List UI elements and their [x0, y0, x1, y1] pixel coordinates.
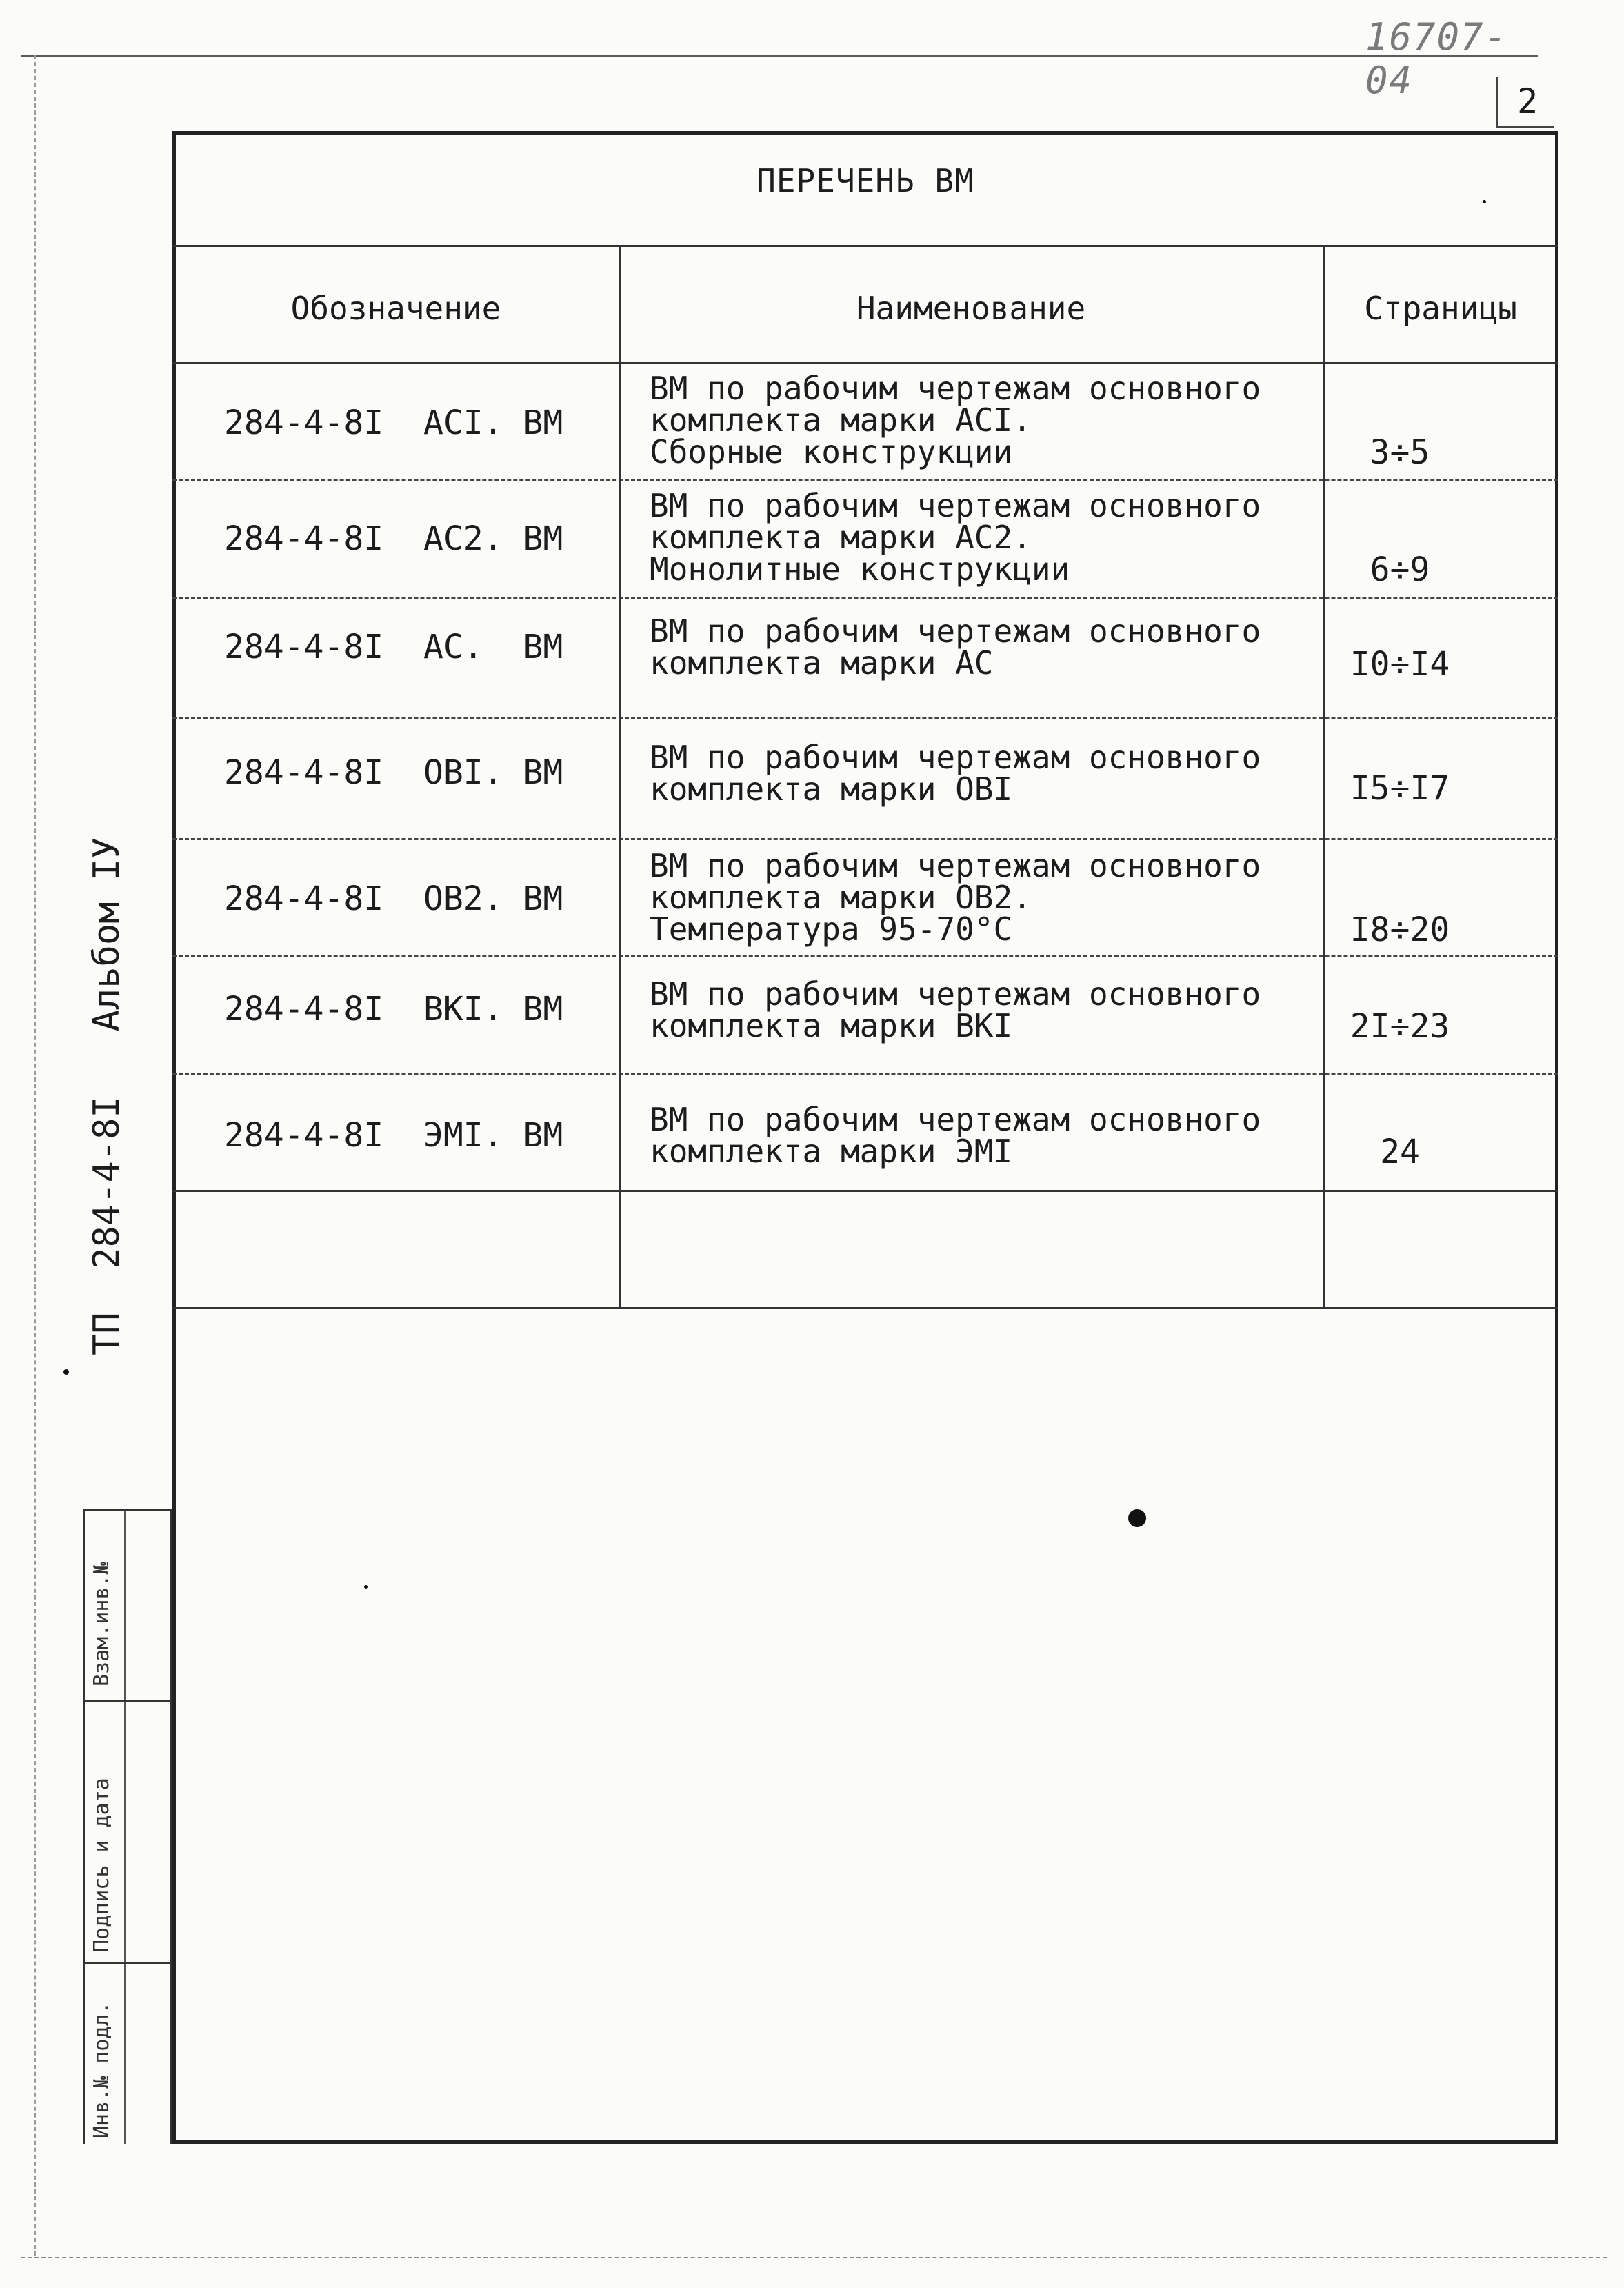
row-name-line: Сборные конструкции: [650, 433, 1013, 470]
row-name: [650, 739, 1325, 808]
sheet-top-border: [21, 55, 1538, 57]
row-separator: [172, 717, 1558, 719]
row-pages: 6÷9: [1370, 550, 1430, 589]
row-name-line: комплекта марки ОВI: [650, 770, 1013, 808]
page-number: 2: [1517, 81, 1538, 121]
row-pages: 2I÷23: [1350, 1007, 1450, 1046]
table-top-line: [172, 245, 1558, 247]
row-designation: 284-4-8I АС. ВМ: [224, 628, 563, 666]
header-name: Наименование: [856, 290, 1086, 327]
archive-number: 16707-04: [1365, 15, 1509, 102]
row-name: [650, 975, 1325, 1044]
row-name-line: Монолитные конструкции: [650, 550, 1070, 588]
stamp-divider: [83, 1509, 172, 1511]
scan-speck: [1128, 1509, 1146, 1527]
row-separator: [172, 1190, 1558, 1192]
row-separator: [172, 479, 1558, 481]
row-designation: 284-4-8I АСI. ВМ: [224, 404, 563, 442]
album-caption: ТП 284-4-8I Альбом IУ: [86, 837, 128, 1355]
row-name-line: ВМ по рабочим чертежам основного: [650, 975, 1261, 1013]
row-name-line: ВМ по рабочим чертежам основного: [650, 739, 1261, 776]
row-name: [650, 1101, 1325, 1170]
stamp-label-replacement-inventory: Взам.инв.№: [90, 1562, 114, 1687]
row-pages: I0÷I4: [1350, 645, 1450, 684]
header-bottom-line: [172, 362, 1558, 364]
row-name-line: комплекта марки АСI.: [650, 401, 1032, 439]
row-name: [650, 847, 1325, 948]
row-name-line: ВМ по рабочим чертежам основного: [650, 613, 1261, 650]
row-name-line: комплекта марки ЭМI: [650, 1133, 1013, 1170]
scan-speck: [1483, 200, 1486, 203]
row-designation: 284-4-8I ЭМI. ВМ: [224, 1116, 563, 1155]
row-pages: I5÷I7: [1350, 769, 1450, 808]
row-name-line: ВМ по рабочим чертежам основного: [650, 1101, 1261, 1138]
row-designation: 284-4-8I ОВ2. ВМ: [224, 879, 563, 918]
row-name: [650, 487, 1325, 588]
table-bottom-line: [172, 1307, 1558, 1309]
stamp-divider: [83, 1700, 172, 1702]
row-separator: [172, 838, 1558, 840]
row-name-line: комплекта марки ВКI: [650, 1007, 1013, 1044]
row-designation: 284-4-8I ВКI. ВМ: [224, 990, 563, 1028]
row-name-line: ВМ по рабочим чертежам основного: [650, 847, 1261, 884]
row-designation: 284-4-8I ОВI. ВМ: [224, 753, 563, 792]
document-title: ПЕРЕЧЕНЬ ВМ: [756, 162, 974, 199]
row-separator: [172, 597, 1558, 599]
stamp-label-original-inventory: Инв.№ подл.: [90, 2001, 114, 2138]
row-name-line: ВМ по рабочим чертежам основного: [650, 370, 1261, 407]
row-name-line: комплекта марки ОВ2.: [650, 879, 1032, 916]
row-name-line: комплекта марки АС2.: [650, 519, 1032, 556]
row-name-line: Температура 95-70°С: [650, 911, 1013, 948]
column-divider: [619, 245, 621, 1307]
stamp-divider: [83, 1962, 172, 1964]
sheet-left-border: [34, 55, 36, 2256]
stamp-label-signature-date: Подпись и дата: [90, 1778, 114, 1952]
row-separator: [172, 1073, 1558, 1075]
row-pages: I8÷20: [1350, 911, 1450, 949]
row-pages: 3÷5: [1370, 433, 1430, 472]
row-separator: [172, 955, 1558, 957]
header-designation: Обозначение: [290, 290, 501, 327]
stamp-divider: [124, 1509, 126, 2144]
row-name-line: комплекта марки АС: [650, 644, 994, 682]
scan-speck: [63, 1369, 69, 1375]
row-name: [650, 372, 1325, 468]
row-name-line: ВМ по рабочим чертежам основного: [650, 487, 1261, 524]
row-name: [650, 613, 1325, 682]
row-pages: 24: [1380, 1133, 1420, 1171]
row-designation: 284-4-8I АС2. ВМ: [224, 519, 563, 558]
scan-speck: [364, 1585, 368, 1589]
sheet-bottom-border: [21, 2257, 1607, 2258]
header-pages: Страницы: [1364, 290, 1517, 327]
